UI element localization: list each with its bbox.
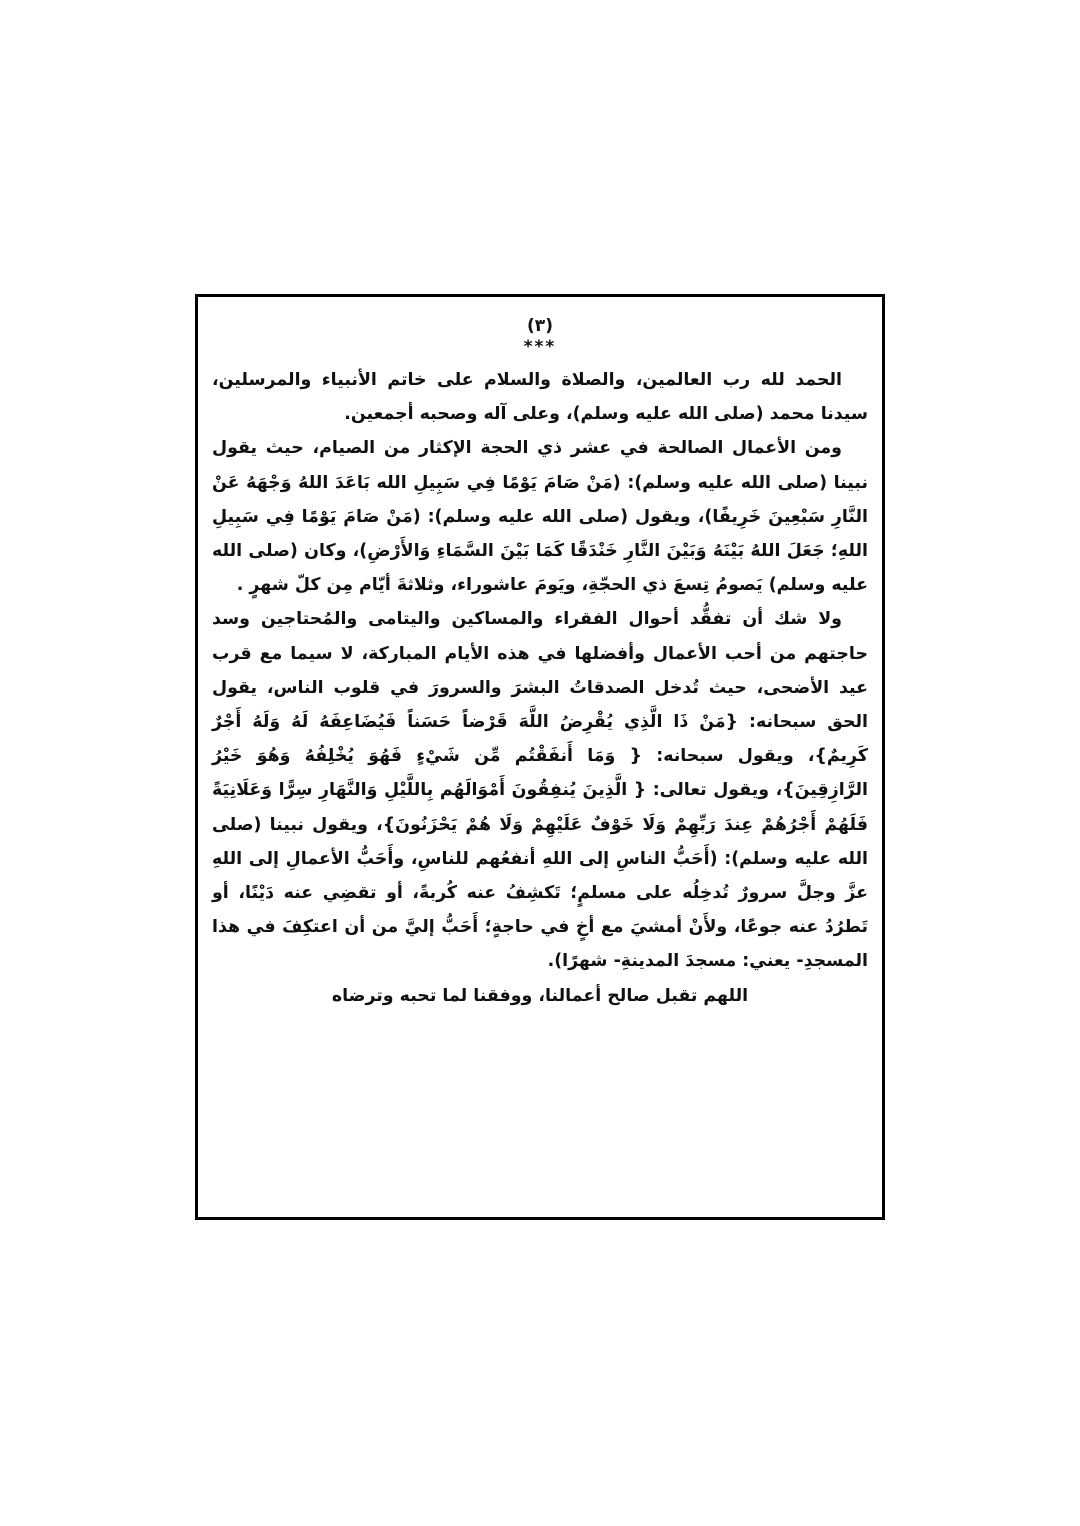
- paragraph-fasting: ومن الأعمال الصالحة في عشر ذي الحجة الإكثار من الصيام، حيث يقول نبينا (صلى الله عليه وسلم): (مَنْ صَامَ يَوْمًا فِي سَبِيلِ الله بَاعَدَ اللهُ وَجْهَهُ عَنْ النَّارِ سَبْعِينَ خَرِيفًا)، ويقول (صلى الله عليه وسلم): (مَنْ صَامَ يَوْمًا فِي سَبِيلِ اللهِ؛ جَعَلَ اللهُ بَيْنَهُ وَبَيْنَ النَّارِ خَنْدَقًا كَمَا بَيْنَ السَّمَاءِ وَالأَرْضِ)، وكان (صلى الله عليه وسلم) يَصومُ تِسعَ ذي الحجّةِ، ويَومَ عاشوراء، وثلاثةَ أيّام مِن كلّ شهرٍ .: [212, 438, 868, 596]
- paragraph-opening: الحمد لله رب العالمين، والصلاة والسلام على خاتم الأنبياء والمرسلين، سيدنا محمد (صلى الله عليه وسلم)، وعلى آله وصحبه أجمعين.: [212, 370, 868, 425]
- page-frame: [195, 294, 885, 1220]
- page-number: (٣): [527, 316, 553, 336]
- closing-prayer: اللهم تقبل صالح أعمالنا، ووفقنا لما تحبه وترضاه: [331, 985, 749, 1006]
- paragraph-charity: ولا شك أن تفقُّد أحوال الفقراء والمساكين واليتامى والمُحتاجين وسد حاجتهم من أحب الأعمال وأفضلها في هذه الأيام المباركة، لا سيما مع قرب عيد الأضحى، حيث تُدخل الصدقاتُ البشرَ والسرورَ في قلوب الناس، يقول الحق سبحانه: {مَنْ ذَا الَّذِي يُقْرِضُ اللَّهَ قَرْضاً حَسَناً فَيُضَاعِفَهُ لَهُ وَلَهُ أَجْرٌ كَرِيمٌ}، ويقول سبحانه: { وَمَا أَنفَقْتُم مِّن شَيْءٍ فَهُوَ يُخْلِفُهُ وَهُوَ خَيْرُ الرَّازِقِينَ}، ويقول تعالى: { الَّذِينَ يُنفِقُونَ أَمْوَالَهُم بِاللَّيْلِ وَالنَّهَارِ سِرًّا وَعَلَانِيَةً فَلَهُمْ أَجْرُهُمْ عِندَ رَبِّهِمْ وَلَا خَوْفٌ عَلَيْهِمْ وَلَا هُمْ يَحْزَنُونَ}، ويقول نبينا (صلى الله عليه وسلم): (أَحَبُّ الناسِ إلى اللهِ أنفعُهم للناسِ، وأَحَبُّ الأعمالِ إلى اللهِ عزَّ وجلَّ سرورٌ تُدخِلُه على مسلمٍ؛ تَكشِفُ عنه كُربةً، أو تقضِي عنه دَيْنًا، أو تَطرُدُ عنه جوعًا، ولأَنْ أمشيَ مع أخٍ في حاجةٍ؛ أَحَبُّ إليَّ من أن اعتكِفَ في هذا المسجدِ- يعني: مسجدَ المدينةِ- شهرًا).: [212, 609, 868, 972]
- section-separator: ***: [523, 337, 557, 357]
